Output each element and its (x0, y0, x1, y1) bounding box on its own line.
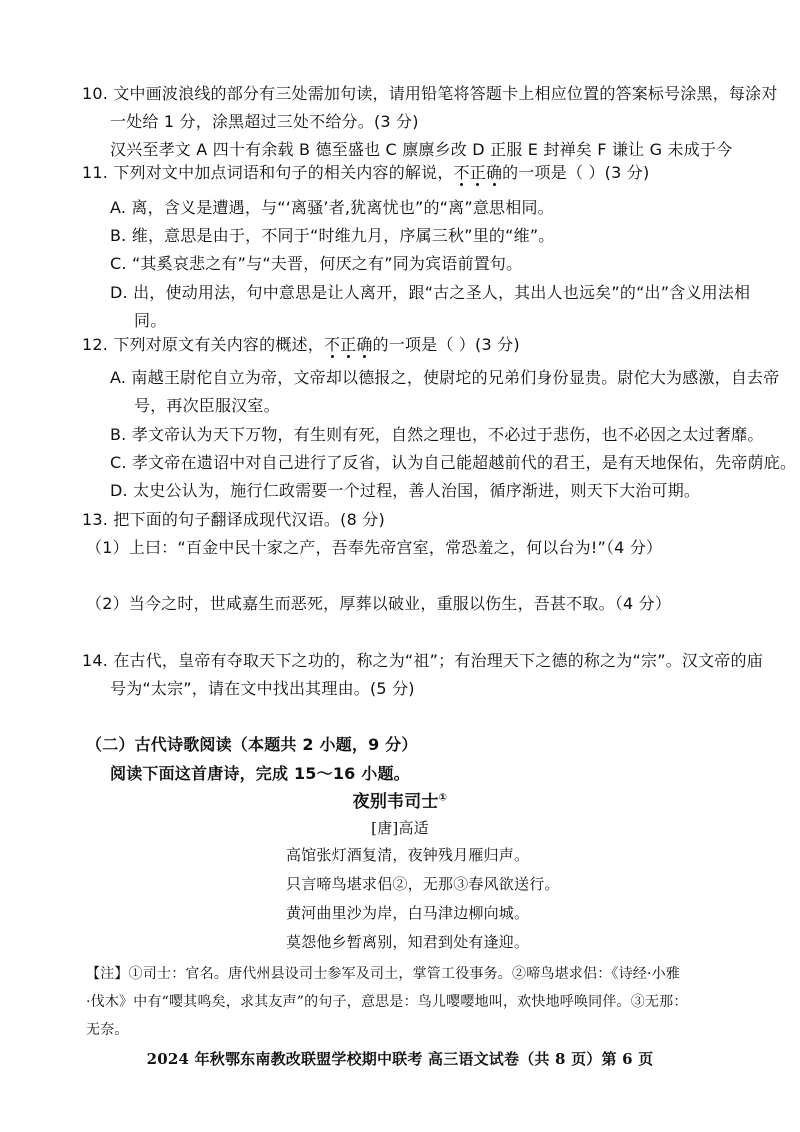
poem-line: 黄河曲里沙为岸，白马津边柳向城。 (286, 904, 530, 922)
q13-sentence-2: （2）当今之时，世咸嘉生而恶死，厚葬以破业，重服以伤生，吾甚不取。（4 分） (86, 594, 672, 613)
q10-options: 汉兴至孝文 A 四十有余载 B 德至盛也 C 廪廪乡改 D 正服 E 封禅矣 F 谦让 G 未成于今 (110, 140, 733, 159)
q12-stem (82, 335, 520, 355)
q13-sentence-1: （1）上曰：“百金中民十家之产，吾奉先帝宫室，常恐羞之，何以台为!”（4 分） (86, 538, 663, 557)
section-heading: （二）古代诗歌阅读（本题共 2 小题，9 分） (86, 735, 418, 754)
emphasis-char: 正 (469, 163, 486, 182)
poem-line: 莫怨他乡暂离别，知君到处有逢迎。 (286, 933, 530, 951)
q11-stem (82, 163, 649, 183)
emphasis-char: 不 (453, 163, 470, 182)
q12-stem-pre: 12. 下列对原文有关内容的概述， (82, 335, 324, 354)
q12-stem-post: 的一项是（ ）(3 分) (372, 335, 520, 354)
emphasis-char: 确 (356, 335, 373, 354)
q12-option-c: C. 孝文帝在遗诏中对自己进行了反省，认为自己能超越前代的君王，是有天地保佑，先帝荫庇。 (110, 453, 797, 472)
poem-author: [唐]高适 (371, 819, 429, 837)
q12-option-a-line2: 号，再次臣服汉室。 (134, 396, 280, 415)
q10-line1: 10. 文中画波浪线的部分有三处需加句读，请用铅笔将答题卡上相应位置的答案标号涂黑，每涂对 (82, 84, 778, 103)
note-line2: ·伐木》中有“嘤其鸣矣，求其友声”的句子，意思是：鸟儿嘤嘤地叫，欢快地呼唤同伴。③无那： (86, 994, 688, 1010)
q14-line2: 号为“太宗”，请在文中找出其理由。(5 分) (110, 679, 415, 698)
poem-title (0, 792, 800, 812)
section-instruction: 阅读下面这首唐诗，完成 15～16 小题。 (110, 764, 410, 783)
note-line3: 无奈。 (86, 1022, 129, 1038)
q11-stem-pre: 11. 下列对文中加点词语和句子的相关内容的解说， (82, 163, 454, 182)
q11-option-d-line1: D. 出，使动用法，句中意思是让人离开，跟“古之圣人，其出人也远矣”的“出”含义用法相 (110, 283, 751, 302)
poem-title-text: 夜别韦司士 (352, 792, 439, 812)
q12-option-d: D. 太史公认为，施行仁政需要一个过程，善人治国，循序渐进，则天下大治可期。 (110, 481, 701, 500)
q10-line2: 一处给 1 分，涂黑超过三处不给分。(3 分) (110, 112, 419, 131)
q11-option-d-line2: 同。 (134, 311, 167, 330)
q11-option-b: B. 维，意思是由于，不同于“时维九月，序属三秋”里的“维”。 (110, 226, 555, 245)
q11-option-a: A. 离，含义是遭遇，与“‘离骚’者,犹离忧也”的“离”意思相同。 (110, 198, 554, 217)
emphasis-char: 不 (323, 335, 341, 354)
page-footer: 2024 年秋鄂东南教改联盟学校期中联考 高三语文试卷（共 8 页）第 6 页 (146, 1050, 654, 1068)
poem-line: 只言啼鸟堪求侣②，无那③春风欲送行。 (286, 875, 560, 893)
emphasis-char: 正 (340, 335, 357, 354)
q13-stem: 13. 把下面的句子翻译成现代汉语。(8 分) (82, 510, 385, 529)
footnote-marker: ① (438, 792, 448, 804)
note-line1: 【注】①司士：官名。唐代州县设司士参军及司土，掌管工役事务。②啼鸟堪求侣：《诗经·小雅 (86, 966, 681, 982)
q11-option-c: C. “其奚哀悲之有”与“夫晋，何厌之有”同为宾语前置句。 (110, 254, 523, 273)
emphasis-char: 确 (485, 163, 503, 182)
q14-line1: 14. 在古代，皇帝有夺取天下之功的，称之为“祖”；有治理天下之德的称之为“宗”。汉文帝的庙 (82, 651, 763, 670)
poem-line: 高馆张灯酒复清，夜钟残月雁归声。 (286, 846, 530, 864)
q12-option-a-line1: A. 南越王尉佗自立为帝，文帝却以德报之，使尉坨的兄弟们身份显贵。尉佗大为感激，自去帝 (110, 368, 780, 387)
q12-option-b: B. 孝文帝认为天下万物，有生则有死，自然之理也，不必过于悲伤，也不必因之太过奢靡。 (110, 425, 764, 444)
q11-stem-post: 的一项是（ ）(3 分) (502, 163, 650, 182)
